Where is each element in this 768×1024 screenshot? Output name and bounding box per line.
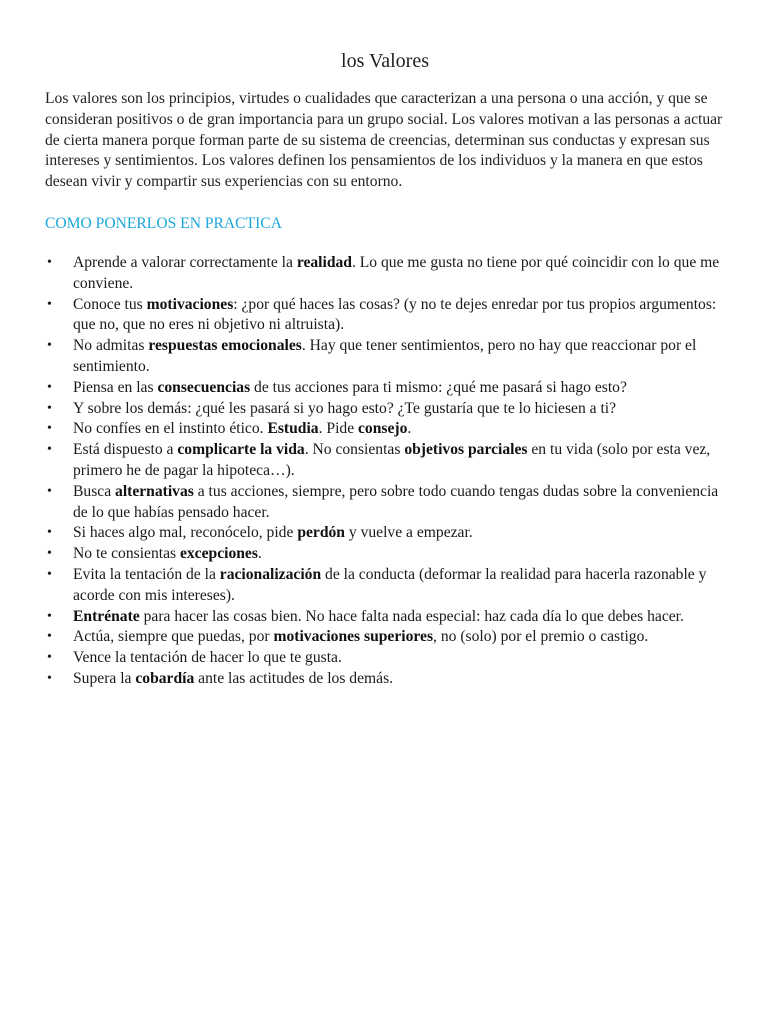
bold-keyword: racionalización	[219, 565, 322, 583]
list-item	[45, 648, 725, 669]
intro-paragraph: Los valores son los principios, virtudes o cualidades que caracterizan a una persona o una acción, y que se consideran positivos o de gran importancia para un grupo social. Los valores motivan a las personas a actuar de cierta manera porque forman parte de su sistema de creencias, determinan sus conductas y expresan sus intereses y sentimientos. Los valores definen los pensamientos de los individuos y la manera en que estos desean vivir y compartir sus experiencias con su entorno.	[45, 90, 723, 191]
item-text: : ¿por qué haces las cosas? (y no te dejes enredar por tus propios argumentos: que no, que no eres ni objetivo ni altruista).	[73, 295, 717, 334]
list-item	[45, 482, 725, 524]
bold-keyword: motivaciones	[146, 295, 234, 313]
bullet-icon: •	[47, 379, 52, 395]
list-item	[45, 399, 725, 420]
list-item	[45, 440, 725, 482]
item-text: y vuelve a empezar.	[344, 524, 473, 542]
bold-keyword: motivaciones superiores	[273, 628, 434, 646]
bold-keyword: consecuencias	[157, 378, 251, 396]
list-item	[45, 523, 725, 544]
list-item	[45, 627, 725, 648]
item-text: No te consientas	[73, 545, 180, 563]
item-text: .	[257, 545, 262, 563]
bullet-icon: •	[47, 670, 52, 686]
item-text: Busca	[73, 482, 116, 500]
bold-keyword: excepciones	[179, 545, 258, 563]
item-text: , no (solo) por el premio o castigo.	[433, 628, 649, 646]
document-title: los Valores	[341, 50, 429, 72]
item-text: .	[407, 420, 412, 438]
bold-keyword: alternativas	[115, 482, 194, 500]
list-item	[45, 378, 725, 399]
section-heading: COMO PONERLOS EN PRACTICA	[45, 214, 282, 232]
bullet-icon: •	[47, 254, 52, 270]
item-text: de la conducta (deformar la realidad para hacerla razonable y acorde con mis intereses).	[73, 565, 707, 604]
bullet-icon: •	[47, 421, 52, 437]
document-page	[45, 48, 725, 690]
item-text: No confíes en el instinto ético.	[73, 420, 268, 438]
bullet-icon: •	[47, 650, 52, 666]
list-item	[45, 419, 725, 440]
bold-keyword: consejo	[358, 420, 408, 438]
item-text: ante las actitudes de los demás.	[194, 669, 394, 687]
bold-keyword: Estudia	[267, 420, 319, 438]
item-text: a tus acciones, siempre, pero sobre todo cuando tengas dudas sobre la conveniencia de lo que habías pensado hacer.	[73, 482, 719, 521]
bold-keyword: perdón	[297, 524, 345, 542]
bold-keyword: realidad	[296, 253, 352, 271]
list-item	[45, 544, 725, 565]
item-text: Si haces algo mal, reconócelo, pide	[73, 524, 298, 542]
bold-keyword: objetivos parciales	[404, 441, 528, 459]
bullet-icon: •	[47, 400, 52, 416]
item-text: Evita la tentación de la	[73, 565, 220, 583]
item-text: Vence la tentación de hacer lo que te gusta.	[73, 649, 342, 667]
list-item	[45, 669, 725, 690]
bullet-icon: •	[47, 483, 52, 499]
bullet-icon: •	[47, 566, 52, 582]
item-text: Supera la	[73, 669, 136, 687]
list-item	[45, 565, 725, 607]
bullet-icon: •	[47, 546, 52, 562]
item-text: Piensa en las	[73, 378, 158, 396]
item-text: para hacer las cosas bien. No hace falta nada especial: haz cada día lo que debes hacer.	[139, 607, 684, 625]
list-item	[45, 253, 725, 295]
item-text: Actúa, siempre que puedas, por	[73, 628, 274, 646]
item-text: . No consientas	[304, 441, 405, 459]
item-text: . Hay que tener sentimientos, pero no hay que reaccionar por el sentimiento.	[73, 337, 697, 375]
bullet-icon: •	[47, 442, 52, 458]
item-text: Está dispuesto a	[73, 441, 178, 459]
list-item	[45, 607, 725, 628]
bullet-icon: •	[47, 608, 52, 624]
list-item	[45, 295, 725, 337]
item-text: de tus acciones para ti mismo: ¿qué me pasará si hago esto?	[250, 378, 627, 396]
bullet-icon: •	[47, 629, 52, 645]
bold-keyword: complicarte la vida	[177, 441, 305, 459]
bold-keyword: cobardía	[135, 669, 195, 687]
list-item	[45, 336, 725, 378]
item-text: . Lo que me gusta no tiene por qué coincidir con lo que me conviene.	[73, 253, 720, 292]
bullet-icon: •	[47, 525, 52, 541]
item-text: Conoce tus	[73, 295, 147, 313]
item-text: en tu vida (solo por esta vez, primero he de pagar la hipoteca…).	[73, 441, 711, 479]
bold-keyword: Entrénate	[73, 607, 140, 625]
bullet-icon: •	[47, 338, 52, 354]
bold-keyword: respuestas emocionales	[148, 337, 302, 355]
item-text: Y sobre los demás: ¿qué les pasará si yo hago esto? ¿Te gustaría que te lo hiciesen a ti?	[73, 399, 617, 417]
item-text: . Pide	[318, 420, 359, 438]
bullet-icon: •	[47, 296, 52, 312]
bullet-list	[45, 253, 725, 690]
item-text: Aprende a valorar correctamente la	[73, 253, 297, 271]
item-text: No admitas	[73, 337, 149, 355]
